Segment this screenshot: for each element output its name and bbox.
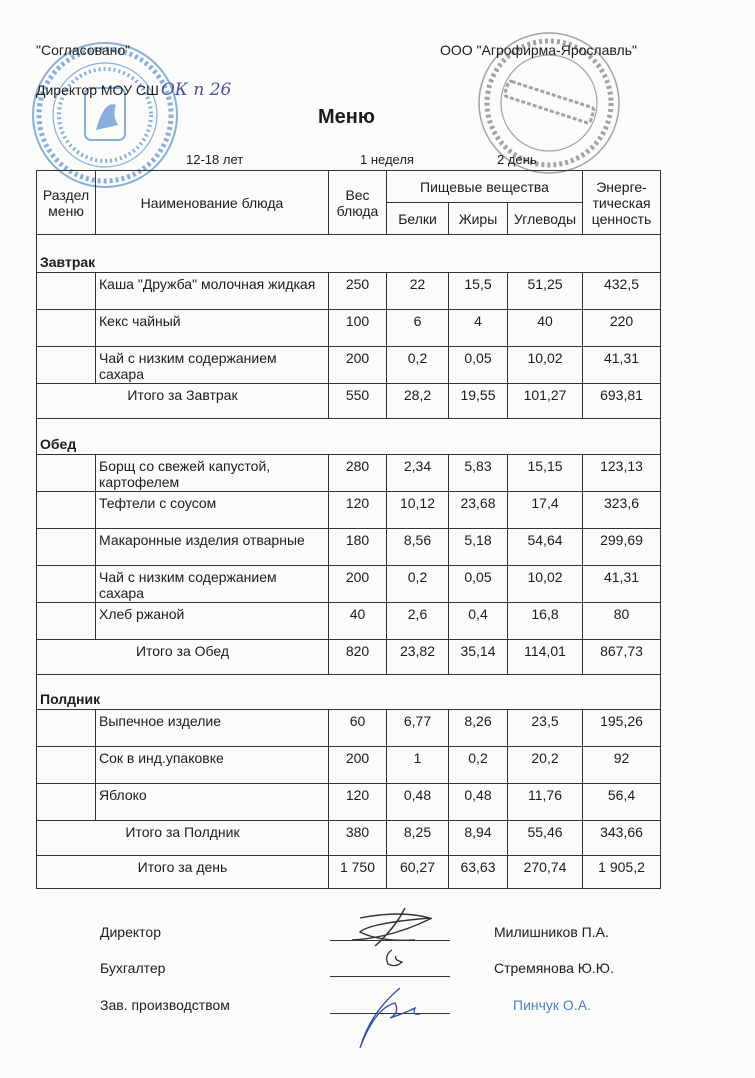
carbs-value: 17,4 (508, 492, 583, 529)
company-name: ООО "Агрофирма-Ярославль" (440, 42, 637, 58)
dish-name: Сок в инд.упаковке (96, 747, 329, 784)
table-row (37, 347, 661, 384)
weight-value: 180 (329, 529, 387, 566)
carbs-day-total: 270,74 (508, 856, 583, 889)
fat-value: 0,05 (449, 566, 508, 603)
protein-total: 23,82 (387, 640, 449, 675)
table-row (37, 455, 661, 492)
section-cell (37, 747, 96, 784)
total-label: Итого за Завтрак (37, 384, 329, 419)
weight-value: 280 (329, 455, 387, 492)
fat-value: 0,05 (449, 347, 508, 384)
energy-value: 41,31 (583, 347, 661, 384)
section-label: Обед (37, 419, 661, 455)
fat-total: 35,14 (449, 640, 508, 675)
dish-name: Хлеб ржаной (96, 603, 329, 640)
section-cell (37, 455, 96, 492)
table-row (37, 566, 661, 603)
protein-value: 6,77 (387, 710, 449, 747)
section-cell (37, 310, 96, 347)
carbs-value: 10,02 (508, 566, 583, 603)
protein-value: 2,34 (387, 455, 449, 492)
weight-value: 100 (329, 310, 387, 347)
header-section: Раздел меню (37, 171, 96, 235)
weight-value: 40 (329, 603, 387, 640)
weight-total: 380 (329, 821, 387, 856)
protein-value: 6 (387, 310, 449, 347)
carbs-value: 16,8 (508, 603, 583, 640)
carbs-value: 40 (508, 310, 583, 347)
agreed-label: "Согласовано" (36, 42, 131, 58)
day-total-row (37, 856, 661, 889)
fat-value: 4 (449, 310, 508, 347)
fat-value: 0,48 (449, 784, 508, 821)
handwritten-signatures (330, 900, 460, 1050)
week-label: 1 неделя (360, 152, 414, 167)
protein-value: 8,56 (387, 529, 449, 566)
section-cell (37, 529, 96, 566)
fat-value: 5,18 (449, 529, 508, 566)
table-row (37, 784, 661, 821)
energy-value: 220 (583, 310, 661, 347)
signature-name: Стремянова Ю.Ю. (494, 960, 614, 976)
weight-value: 120 (329, 784, 387, 821)
energy-value: 123,13 (583, 455, 661, 492)
weight-value: 200 (329, 747, 387, 784)
table-row (37, 710, 661, 747)
header-dish: Наименование блюда (96, 171, 329, 235)
dish-name: Каша "Дружба" молочная жидкая (96, 273, 329, 310)
fat-value: 5,83 (449, 455, 508, 492)
carbs-total: 114,01 (508, 640, 583, 675)
signature-name: Пинчук О.А. (513, 997, 591, 1013)
section-cell (37, 492, 96, 529)
total-label: Итого за Полдник (37, 821, 329, 856)
dish-name: Яблоко (96, 784, 329, 821)
energy-value: 92 (583, 747, 661, 784)
age-group: 12-18 лет (186, 152, 244, 167)
signature-role: Бухгалтер (100, 960, 166, 976)
protein-value: 22 (387, 273, 449, 310)
fat-day-total: 63,63 (449, 856, 508, 889)
energy-value: 432,5 (583, 273, 661, 310)
table-row (37, 273, 661, 310)
carbs-total: 101,27 (508, 384, 583, 419)
header-fat: Жиры (449, 203, 508, 235)
dish-name: Тефтели с соусом (96, 492, 329, 529)
section-row (37, 419, 661, 455)
dish-name: Выпечное изделие (96, 710, 329, 747)
header-weight: Вес блюда (329, 171, 387, 235)
carbs-total: 55,46 (508, 821, 583, 856)
fat-value: 0,2 (449, 747, 508, 784)
dish-name: Чай с низким содержанием сахара (96, 347, 329, 384)
protein-value: 1 (387, 747, 449, 784)
signature-role: Зав. производством (100, 997, 230, 1013)
school-stamp (30, 40, 180, 190)
carbs-value: 23,5 (508, 710, 583, 747)
section-row (37, 235, 661, 273)
section-cell (37, 784, 96, 821)
section-cell (37, 710, 96, 747)
energy-total: 343,66 (583, 821, 661, 856)
fat-value: 15,5 (449, 273, 508, 310)
section-cell (37, 347, 96, 384)
section-total-row (37, 384, 661, 419)
protein-total: 28,2 (387, 384, 449, 419)
signature-name: Милишников П.А. (494, 924, 609, 940)
total-label: Итого за Обед (37, 640, 329, 675)
fat-value: 0,4 (449, 603, 508, 640)
protein-value: 2,6 (387, 603, 449, 640)
section-total-row (37, 640, 661, 675)
director-label: Директор МОУ СШ (36, 82, 159, 98)
director-line (36, 80, 231, 100)
section-cell (37, 273, 96, 310)
fat-value: 8,26 (449, 710, 508, 747)
carbs-value: 11,76 (508, 784, 583, 821)
carbs-value: 54,64 (508, 529, 583, 566)
weight-day-total: 1 750 (329, 856, 387, 889)
weight-value: 200 (329, 347, 387, 384)
weight-value: 120 (329, 492, 387, 529)
weight-value: 200 (329, 566, 387, 603)
carbs-value: 51,25 (508, 273, 583, 310)
day-total-label: Итого за день (37, 856, 329, 889)
energy-total: 693,81 (583, 384, 661, 419)
weight-total: 550 (329, 384, 387, 419)
protein-day-total: 60,27 (387, 856, 449, 889)
table-row (37, 492, 661, 529)
dish-name: Кекс чайный (96, 310, 329, 347)
dish-name: Макаронные изделия отварные (96, 529, 329, 566)
handwritten-school-number: ОК n 26 (160, 80, 232, 100)
carbs-value: 10,02 (508, 347, 583, 384)
page-title: Меню (318, 106, 375, 128)
weight-total: 820 (329, 640, 387, 675)
table-row (37, 603, 661, 640)
header-nutrients: Пищевые вещества (387, 171, 583, 203)
protein-value: 0,48 (387, 784, 449, 821)
energy-value: 323,6 (583, 492, 661, 529)
day-label: 2 день (497, 152, 537, 167)
section-row (37, 675, 661, 710)
header-protein: Белки (387, 203, 449, 235)
energy-value: 299,69 (583, 529, 661, 566)
table-row (37, 310, 661, 347)
section-label: Полдник (37, 675, 661, 710)
energy-total: 867,73 (583, 640, 661, 675)
fat-value: 23,68 (449, 492, 508, 529)
energy-value: 80 (583, 603, 661, 640)
dish-name: Чай с низким содержанием сахара (96, 566, 329, 603)
energy-day-total: 1 905,2 (583, 856, 661, 889)
dish-name: Борщ со свежей капустой, картофелем (96, 455, 329, 492)
protein-value: 0,2 (387, 347, 449, 384)
header-energy: Энерге-тическая ценность (583, 171, 661, 235)
energy-value: 195,26 (583, 710, 661, 747)
header-carbs: Углеводы (508, 203, 583, 235)
section-total-row (37, 821, 661, 856)
energy-value: 56,4 (583, 784, 661, 821)
fat-total: 8,94 (449, 821, 508, 856)
carbs-value: 15,15 (508, 455, 583, 492)
section-label: Завтрак (37, 235, 661, 273)
weight-value: 60 (329, 710, 387, 747)
protein-value: 0,2 (387, 566, 449, 603)
menu-table (36, 170, 661, 889)
energy-value: 41,31 (583, 566, 661, 603)
protein-total: 8,25 (387, 821, 449, 856)
section-cell (37, 603, 96, 640)
protein-value: 10,12 (387, 492, 449, 529)
carbs-value: 20,2 (508, 747, 583, 784)
section-cell (37, 566, 96, 603)
weight-value: 250 (329, 273, 387, 310)
fat-total: 19,55 (449, 384, 508, 419)
table-row (37, 747, 661, 784)
table-row (37, 529, 661, 566)
signature-role: Директор (100, 924, 161, 940)
